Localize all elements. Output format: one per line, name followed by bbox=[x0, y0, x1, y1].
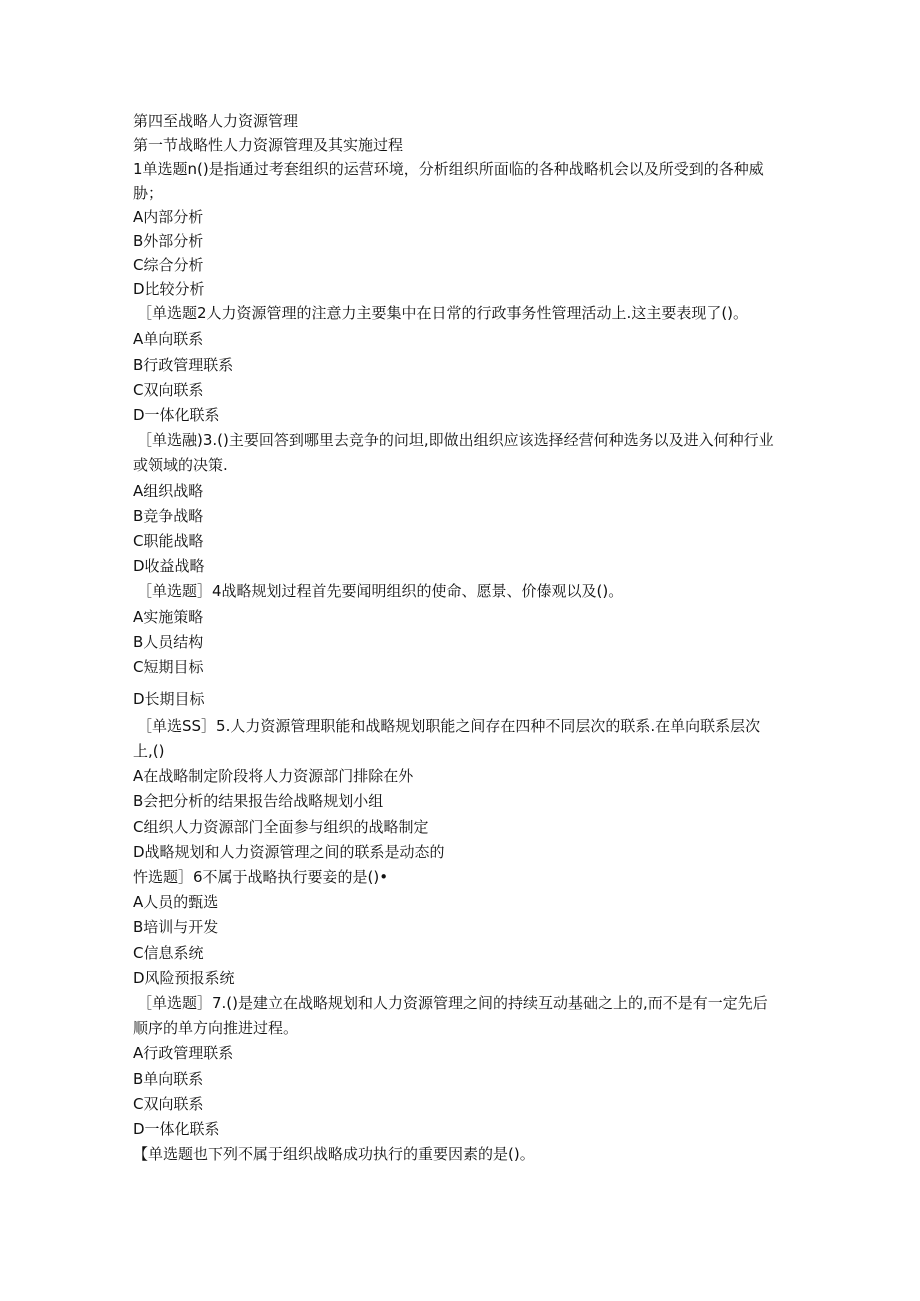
question-1-option-c: C综合分析 bbox=[133, 256, 204, 274]
question-5-option-d: D战略规划和人力资源管理之间的联系是动态的 bbox=[133, 843, 445, 861]
question-4-option-c: C短期目标 bbox=[133, 658, 204, 676]
question-7-option-c: C双向联系 bbox=[133, 1095, 204, 1113]
question-5-option-c: C组织人力资源部门全面参与组织的战略制定 bbox=[133, 818, 429, 836]
question-6-option-b: B培训与开发 bbox=[133, 918, 219, 936]
question-1-option-a: A内部分析 bbox=[133, 208, 204, 226]
question-5-stem-cont: 上,() bbox=[133, 742, 165, 760]
question-4-option-d: D长期目标 bbox=[133, 690, 205, 708]
question-7-stem-cont: 顺序的单方向推进过程。 bbox=[133, 1019, 299, 1037]
question-6-option-d: D风险预报系统 bbox=[133, 969, 235, 987]
question-2-option-a: A单向联系 bbox=[133, 330, 204, 348]
question-1-stem-cont: 胁； bbox=[133, 184, 164, 202]
question-1-option-b: B外部分析 bbox=[133, 232, 204, 250]
question-1-stem: 1单选题n()是指通过考套组织的运营环境，分析组织所面临的各种战略机会以及所受到的各种威 bbox=[133, 160, 764, 178]
question-3-option-b: B竞争战略 bbox=[133, 507, 204, 525]
question-2-option-c: C双向联系 bbox=[133, 381, 204, 399]
question-7-stem: ［单选题］7.()是建立在战略规划和人力资源管理之间的持续互动基础之上的,而不是有一定先后 bbox=[137, 994, 768, 1012]
question-3-option-d: D收益战略 bbox=[133, 557, 205, 575]
question-4-option-b: B人员结构 bbox=[133, 633, 204, 651]
chapter-title: 第四至战略人力资源管理 bbox=[133, 112, 299, 130]
question-8-stem: 【单选题也下列不属于组织战略成功执行的重要因素的是()。 bbox=[133, 1145, 535, 1163]
question-6-option-a: A人员的甄选 bbox=[133, 893, 219, 911]
question-6-option-c: C信息系统 bbox=[133, 944, 204, 962]
question-3-option-a: A组织战略 bbox=[133, 482, 204, 500]
question-3-stem: ［单选融)3.()主要回答到哪里去竞争的问坦,即做出组织应该选择经营何种选务以及进入何种行业 bbox=[137, 431, 774, 449]
question-2-option-b: B行政管理联系 bbox=[133, 356, 234, 374]
question-4-stem: ［单选题］4战略规划过程首先要闻明组织的使命、愿景、价傣观以及()。 bbox=[137, 582, 624, 600]
question-7-option-b: B单向联系 bbox=[133, 1070, 204, 1088]
question-5-option-a: A在战略制定阶段将人力资源部门排除在外 bbox=[133, 767, 414, 785]
question-5-option-b: B会把分析的结果报告给战略规划小组 bbox=[133, 792, 384, 810]
question-2-stem: ［单选题2人力资源管理的注意力主要集中在日常的行政事务性管理活动上.这主要表现了()。 bbox=[137, 304, 749, 322]
question-7-option-d: D一体化联系 bbox=[133, 1120, 220, 1138]
question-4-option-a: A实施策略 bbox=[133, 608, 204, 626]
question-3-stem-cont: 或领域的决策. bbox=[133, 456, 228, 474]
section-title: 第一节战略性人力资源管理及其实施过程 bbox=[133, 136, 404, 154]
question-5-stem: ［单选SS］5.人力资源管理职能和战略规划职能之间存在四种不同层次的联系.在单向联系层次 bbox=[137, 717, 761, 735]
question-7-option-a: A行政管理联系 bbox=[133, 1044, 234, 1062]
question-6-stem: 忤选题］6不属于战略执行要妾的是()• bbox=[133, 868, 389, 886]
question-3-option-c: C职能战略 bbox=[133, 532, 204, 550]
question-2-option-d: D一体化联系 bbox=[133, 406, 220, 424]
question-1-option-d: D比较分析 bbox=[133, 280, 205, 298]
